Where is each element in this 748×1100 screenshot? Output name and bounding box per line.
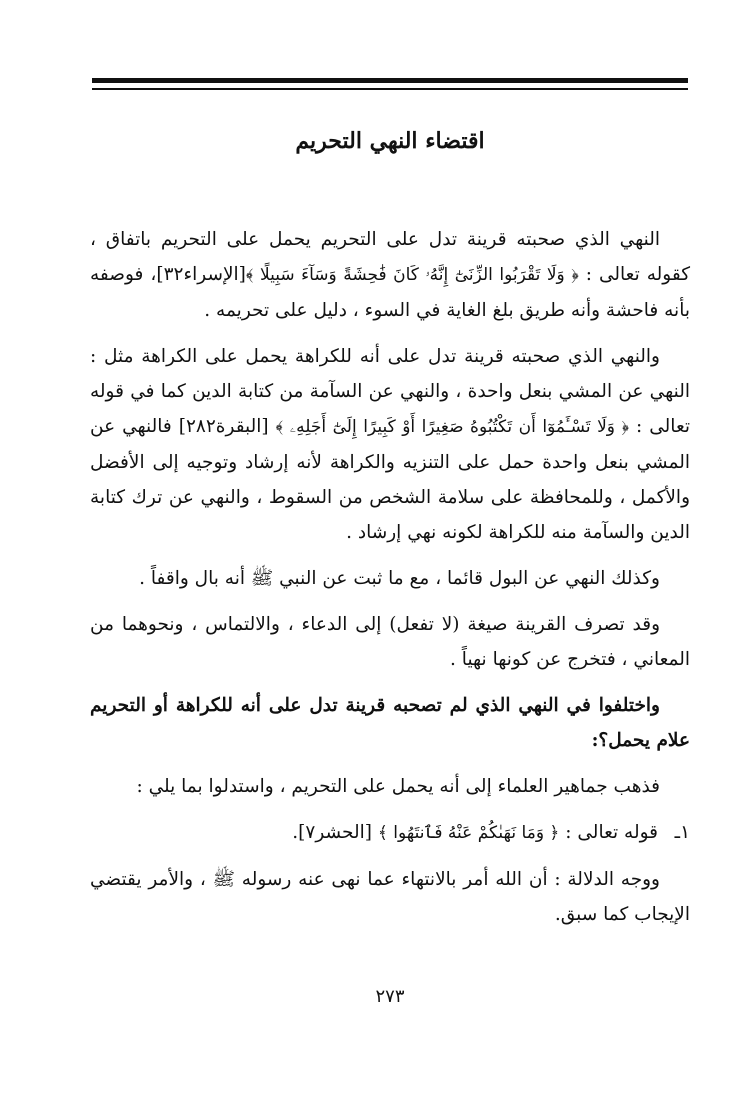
page-number: ٢٧٣ [375, 986, 405, 1007]
paragraph-1 [90, 222, 690, 328]
quran-verse-baqara: ﴿ وَلَا تَسْـَٔمُوٓا أَن تَكْتُبُوهُ صَغِيرًا أَوْ كَبِيرًا إِلَىٰٓ أَجَلِهِۦ ﴾ [275, 417, 630, 437]
section-title: اقتضاء النهي التحريم [295, 128, 485, 154]
list-item-1-text-b: [الحشر٧]. [292, 822, 378, 843]
paragraph-2 [90, 339, 690, 550]
header-rule-thick [92, 78, 688, 83]
list-item-1-number: ١ـ [674, 822, 690, 843]
paragraph-1-text-a: النهي الذي صحبته قرينة تدل على التحريم يحمل على التحريم باتفاق ، كقوله تعالى : [90, 229, 691, 285]
header-rule-thin [92, 88, 688, 90]
list-item-1-text [292, 815, 658, 851]
paragraph-6: فذهب جماهير العلماء إلى أنه يحمل على التحريم ، واستدلوا بما يلي : [136, 776, 660, 797]
quran-verse-hashr: ﴿ وَمَا نَهَىٰكُمْ عَنْهُ فَٱنتَهُوا ﴾ [377, 823, 560, 843]
paragraph-2-text-b: [البقرة٢٨٢] فالنهي عن المشي بنعل واحدة حمل على التنزيه والكراهة لأنه إرشاد وتوجيه إلى الأفضل والأكمل ، وللمحافظة على سلامة الشخص من السقوط ، والنهي عن ترك كتابة الدين والسآمة منه للكراهة لكونه نهي إرشاد . [90, 416, 690, 543]
quran-verse-isra: ﴿ وَلَا تَقْرَبُوا الزِّنَىٰٓ إِنَّهُۥ كَانَ فَٰحِشَةً وَسَآءَ سَبِيلًا ﴾ [245, 265, 579, 285]
main-text [90, 222, 690, 943]
paragraph-3: وكذلك النهي عن البول قائما ، مع ما ثبت عن النبي ﷺ أنه بال واقفاً . [139, 568, 660, 589]
paragraph-5: واختلفوا في النهي الذي لم تصحبه قرينة تدل على أنه للكراهة أو التحريم علام يحمل؟: [90, 695, 690, 751]
paragraph-2-text-a: والنهي الذي صحبته قرينة تدل على أنه للكراهة يحمل على الكراهة مثل : النهي عن المشي بنعل واحدة ، والنهي عن السآمة من كتابة الدين كما في قوله تعالى : [90, 346, 691, 437]
paragraph-7: ووجه الدلالة : أن الله أمر بالانتهاء عما نهى عنه رسوله ﷺ ، والأمر يقتضي الإيجاب كما سبق. [90, 869, 690, 925]
list-item-1 [90, 815, 690, 851]
paragraph-4: وقد تصرف القرينة صيغة (لا تفعل) إلى الدعاء ، والالتماس ، ونحوهما من المعاني ، فتخرج عن كونها نهياً . [90, 614, 690, 670]
list-item-1-text-a: قوله تعالى : [559, 822, 658, 843]
paragraph-1-text-b: [الإسراء٣٢]، فوصفه بأنه فاحشة وأنه طريق بلغ الغاية في السوء ، دليل على تحريمه . [90, 264, 690, 321]
